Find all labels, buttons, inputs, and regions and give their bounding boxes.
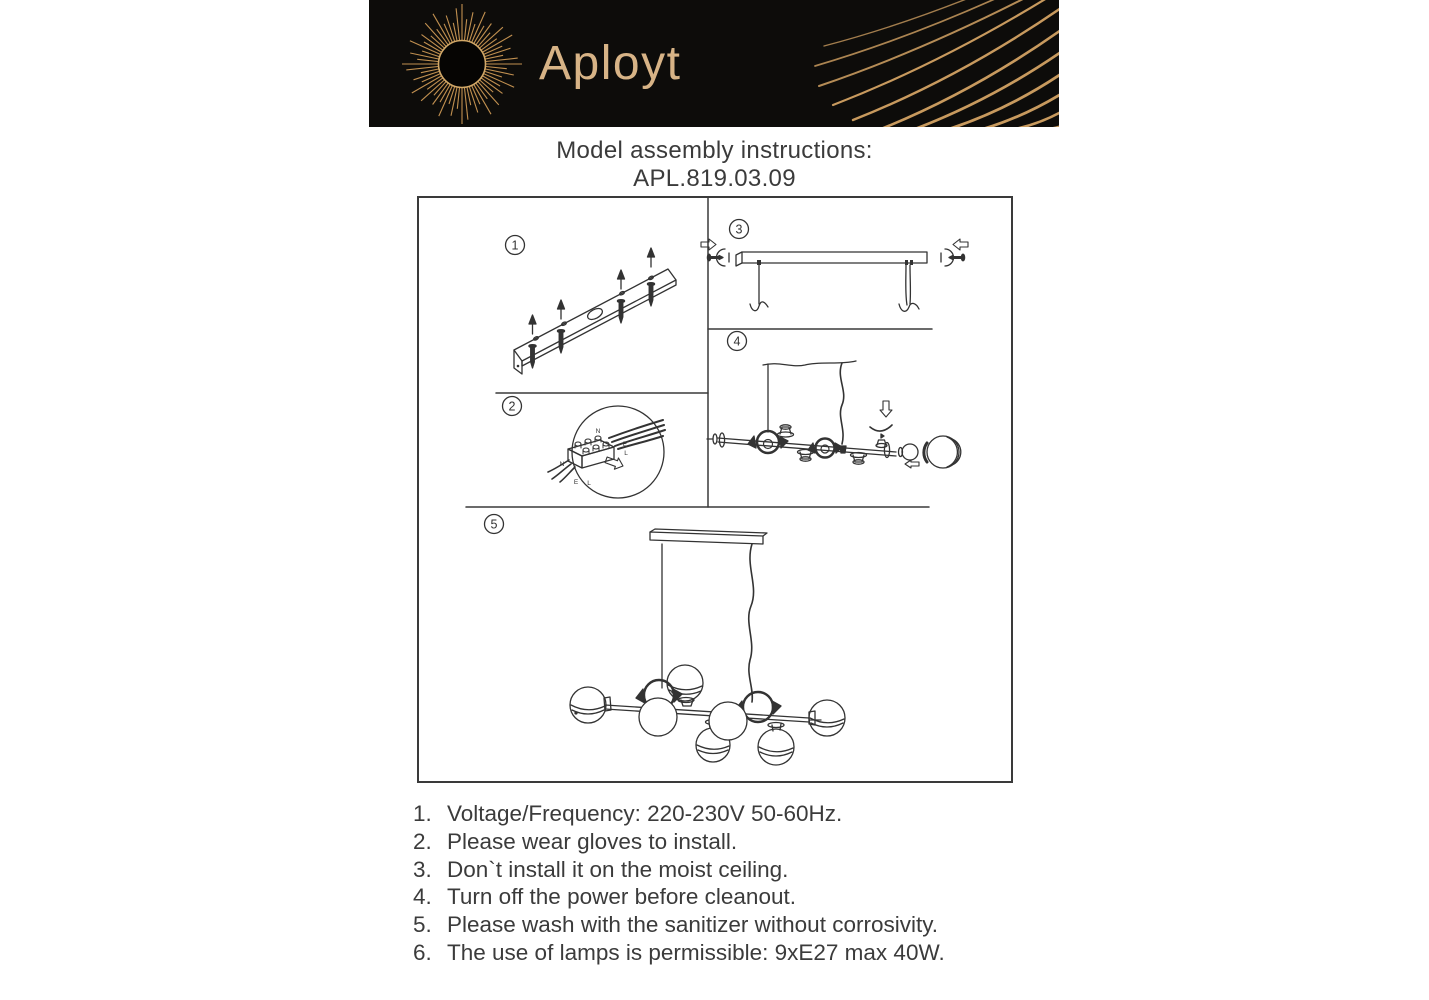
step-badges (485, 220, 749, 534)
instruction-text: Please wash with the sanitizer without corrosivity. (447, 912, 939, 938)
step3-canopy-drawing (701, 239, 968, 311)
wire-label-l-in: L (624, 450, 628, 457)
instruction-text: The use of lamps is permissible: 9xE27 max 40W. (447, 939, 945, 965)
step-4-badge: 4 (733, 334, 741, 349)
assembly-diagram (419, 198, 1011, 781)
page-title: Model assembly instructions: (556, 137, 873, 164)
brand-banner (369, 0, 1059, 127)
instruction-item (413, 911, 945, 939)
step-2-badge: 2 (508, 399, 516, 414)
step-3-badge: 3 (735, 222, 743, 237)
instruction-number: 4. (413, 884, 432, 910)
step1-mounting-bar-drawing (514, 248, 676, 374)
instruction-item (413, 828, 945, 856)
wire-label-l-out: L (587, 480, 591, 487)
instruction-text: Please wear gloves to install. (447, 828, 738, 854)
banner-graphic (369, 0, 1059, 127)
screws (529, 248, 655, 368)
instruction-number: 2. (413, 828, 432, 854)
instruction-text: Turn off the power before cleanout. (447, 884, 796, 910)
instruction-number: 1. (413, 801, 432, 826)
title-block (0, 137, 1429, 193)
instruction-item (413, 800, 945, 828)
wire-label-e-out: E (573, 479, 579, 486)
instruction-text: Voltage/Frequency: 220-230V 50-60Hz. (447, 801, 843, 826)
instruction-item (413, 939, 945, 967)
wire-label-n-out: N (559, 461, 565, 468)
instruction-list (413, 800, 945, 967)
step-1-badge: 1 (511, 238, 519, 253)
instruction-number: 3. (413, 856, 432, 882)
brand-name: Aployt (539, 37, 682, 90)
instruction-number: 6. (413, 939, 432, 965)
wire-label-n-in: N (595, 428, 601, 435)
step2-wiring-drawing (548, 406, 665, 498)
step5-chandelier-drawing (570, 529, 845, 765)
model-number: APL.819.03.09 (633, 165, 796, 192)
assembly-diagram-box (417, 196, 1013, 783)
step4-arm-drawing (707, 361, 961, 468)
step-5-badge: 5 (490, 517, 498, 532)
instruction-item (413, 883, 945, 911)
instruction-item (413, 856, 945, 884)
instruction-text: Don`t install it on the moist ceiling. (447, 856, 789, 882)
wire-label-e-in: E (622, 441, 628, 448)
instruction-number: 5. (413, 912, 432, 938)
